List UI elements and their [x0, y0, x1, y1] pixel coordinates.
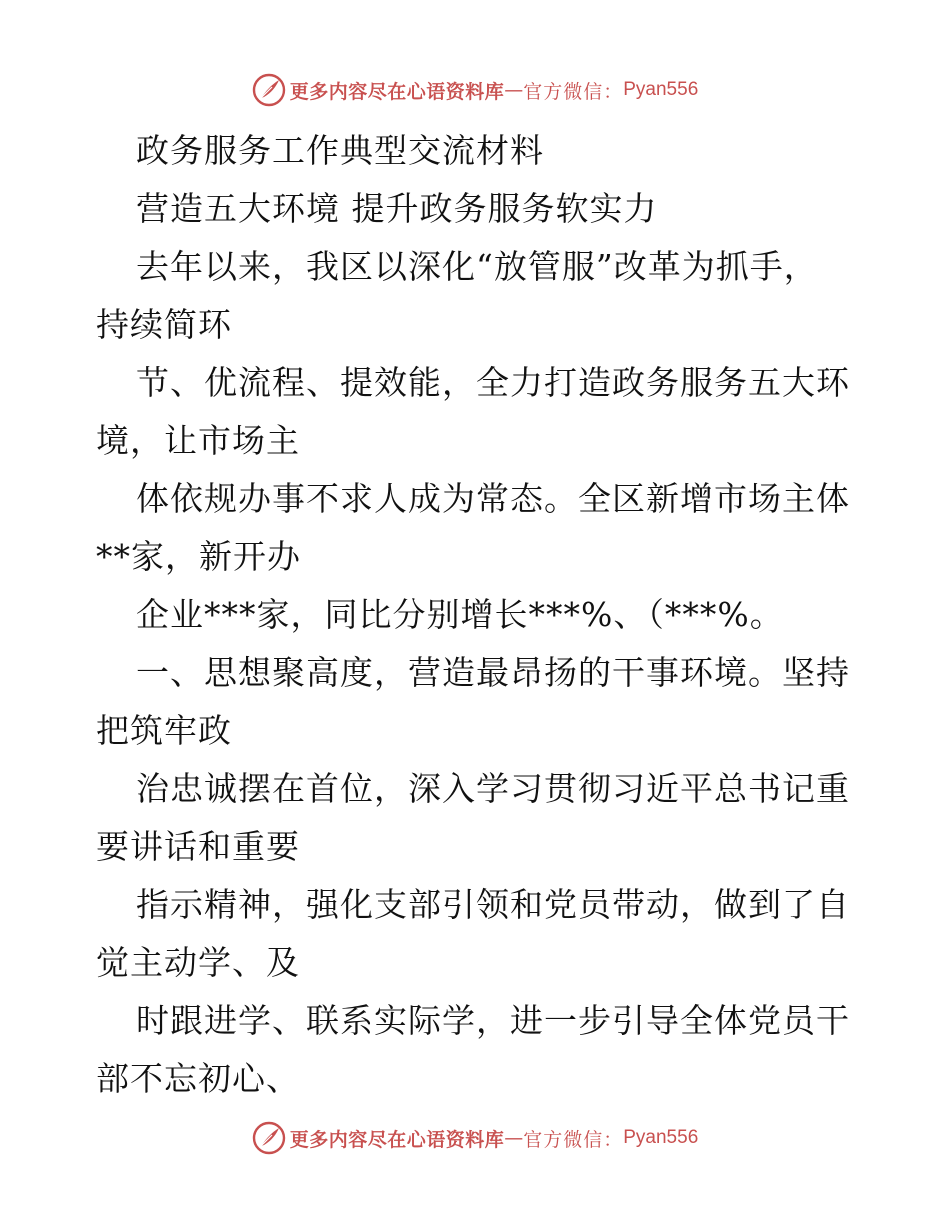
watermark-account: Pyan556: [623, 79, 699, 100]
document-subtitle: 营造五大环境 提升政务服务软实力: [136, 189, 658, 228]
watermark-site-text: 更多内容尽在心语资料库: [289, 80, 505, 103]
watermark-wechat-label: 官方微信：: [523, 1128, 624, 1151]
paragraph-line: 去年以来，我区以深化“放管服”改革为抓手，: [136, 247, 818, 286]
watermark-site-text: 更多内容尽在心语资料库: [289, 1128, 505, 1151]
paragraph-line: 治忠诚摆在首位，深入学习贯彻习近平总书记重: [136, 769, 850, 808]
paragraph-line: 部不忘初心、: [96, 1059, 300, 1098]
paragraph-line: 节、优流程、提效能，全力打造政务服务五大环: [136, 363, 850, 402]
watermark-banner-bottom: [0, 1118, 950, 1158]
paragraph-line: 持续简环: [96, 305, 232, 344]
watermark-wechat-label: 官方微信：: [523, 80, 624, 103]
section-heading-line: 一、思想聚高度，营造最昂扬的干事环境。坚持: [136, 653, 850, 692]
feather-pen-logo-icon: [252, 1121, 286, 1155]
paragraph-line: 觉主动学、及: [96, 943, 300, 982]
paragraph-line: 时跟进学、联系实际学，进一步引导全体党员干: [136, 1001, 850, 1040]
paragraph-line: 指示精神，强化支部引领和党员带动，做到了自: [136, 885, 850, 924]
paragraph-line: 境，让市场主: [96, 421, 300, 460]
paragraph-line: **家，新开办: [96, 537, 301, 576]
paragraph-line: 体依规办事不求人成为常态。全区新增市场主体: [136, 479, 850, 518]
paragraph-line: 要讲话和重要: [96, 827, 300, 866]
paragraph-line: 企业***家，同比分别增长***%、（***%。: [136, 595, 784, 634]
watermark-separator: —: [504, 79, 524, 101]
paragraph-line: 把筑牢政: [96, 711, 232, 750]
watermark-account: Pyan556: [623, 1127, 699, 1148]
feather-pen-logo-icon: [252, 73, 286, 107]
document-title: 政务服务工作典型交流材料: [136, 131, 544, 170]
watermark-banner-top: [0, 70, 950, 110]
watermark-separator: —: [504, 1127, 524, 1149]
document-body: [96, 122, 856, 1108]
